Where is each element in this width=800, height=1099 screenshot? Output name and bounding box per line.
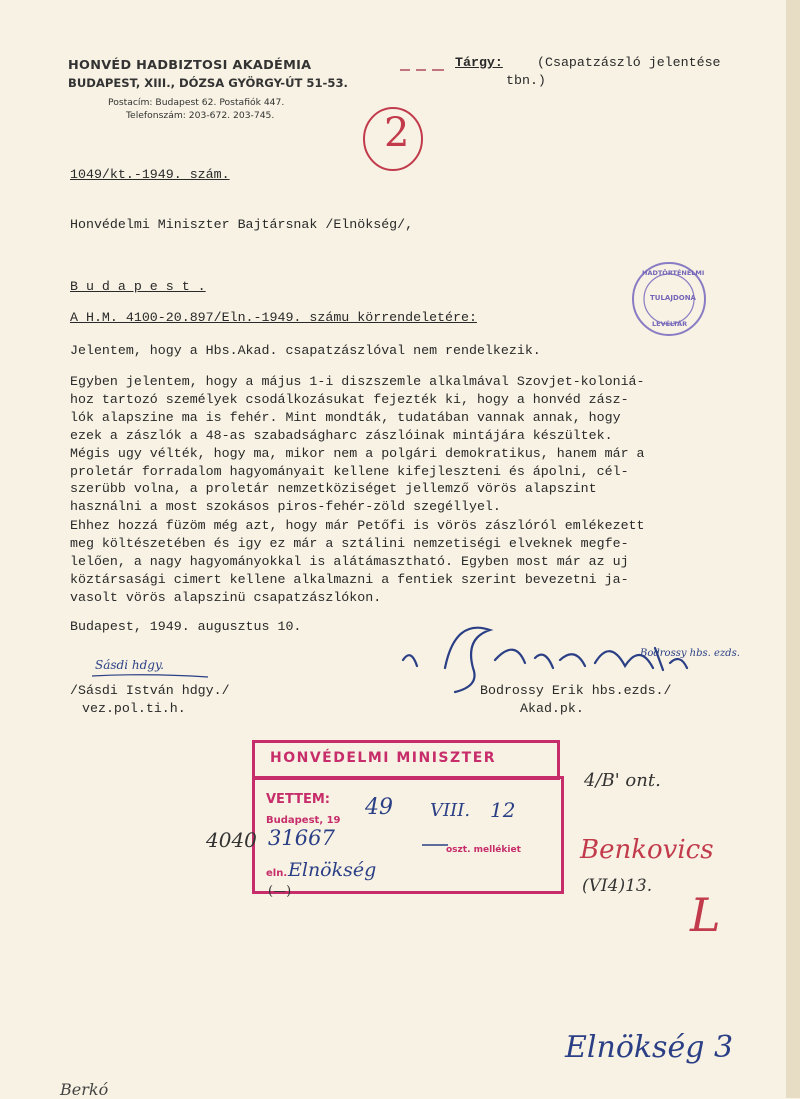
stamp-note: (—) [268, 884, 292, 899]
receipt-dept-label: oszt. mellékiet [446, 845, 521, 855]
body-paragraph-3 [70, 517, 710, 607]
receipt-received-label: VETTEM: [266, 792, 330, 807]
receipt-dash [420, 840, 450, 850]
reference-number: 1049/kt.-1949. szám. [70, 167, 230, 182]
paragraph-line: szerübb volna, a proletár nemzetköziséget jellemző vörös alapszint [70, 481, 597, 497]
archive-stamp-middle: TULAJDONA [650, 294, 696, 302]
right-note-3: (VI4)13. [582, 876, 653, 896]
receipt-stamp-header: HONVÉDELMI MINISZTER [270, 750, 497, 766]
receipt-number: 31667 [268, 826, 335, 850]
city-heading: B u d a p e s t . [70, 279, 206, 294]
addressee: Honvédelmi Miniszter Bajtársnak /Elnökség/, [70, 217, 414, 232]
right-note-1: 4/B' ont. [584, 770, 661, 791]
paragraph-line: lelően, a nagy hagyományokkal is alátámasztható. Egyben most már az uj [70, 553, 629, 569]
left-signatory-name: /Sásdi István hdgy./ [70, 683, 230, 698]
paragraph-line: proletár forradalom hagyományait kellene kifejleszteni és ápolni, cél- [70, 463, 629, 479]
red-l-mark: L [690, 888, 721, 942]
left-handwritten-signature: Sásdi hdgy. [95, 658, 164, 672]
paragraph-line: Ehhez hozzá füzöm még azt, hogy már Petőfi is vörös zászlóról emlékezett [70, 518, 645, 533]
paragraph-line: meg költészetében és igy ez már a sztálini nemzetiségi elveknek megfe- [70, 535, 629, 551]
paragraph-line: Egyben jelentem, hogy a május 1-i diszszemle alkalmával Szovjet-koloniá- [70, 374, 645, 389]
right-note-2: Benkovics [580, 835, 714, 865]
bottom-right-note: Elnökség 3 [565, 1030, 734, 1065]
archive-stamp-top: HADTÖRTÉNELMI [642, 269, 705, 277]
decree-reference: A H.M. 4100-20.897/Eln.-1949. számu körrendeletére: [70, 310, 477, 325]
left-signatory-title: vez.pol.ti.h. [82, 701, 186, 716]
body-paragraph-2 [70, 373, 710, 516]
paragraph-line: lók alapszine ma is fehér. Mint mondták, tudatában vannak annak, hogy [70, 409, 621, 425]
subject-label: Tárgy: [455, 55, 503, 70]
receipt-day: 12 [490, 798, 516, 822]
letterhead-phone: Telefonszám: 203-672. 203-745. [126, 110, 275, 121]
right-signatory-title: Akad.pk. [520, 701, 584, 716]
letterhead-org: HONVÉD HADBIZTOSI AKADÉMIA [68, 58, 312, 73]
paragraph-line: ezek a zászlók a 48-as szabadságharc zászlóinak mintájára készültek. [70, 427, 613, 443]
paragraph-line: használni a most szokásos piros-fehér-zöld szegéllyel. [70, 499, 501, 515]
subject-line-2: tbn.) [506, 73, 546, 88]
receipt-sub-value: Elnökség [288, 859, 377, 881]
letterhead-address: BUDAPEST, XIII., DÓZSA GYÖRGY-ÚT 51-53. [68, 76, 348, 90]
paragraph-line: Mégis ugy vélték, hogy ma, mikor nem a polgári demokratikus, hanem már a [70, 445, 645, 461]
fold-mark [398, 66, 448, 74]
receipt-year: 49 [365, 795, 393, 820]
receipt-city-label: Budapest, 19 [266, 815, 341, 826]
receipt-month: VIII. [430, 800, 471, 821]
paragraph-line: vasolt vörös alapszinü csapatzászlókon. [70, 589, 382, 605]
right-signatory-name: Bodrossy Erik hbs.ezds./ [480, 683, 672, 698]
right-handwritten-signature: Bodrossy hbs. ezds. [640, 648, 740, 659]
paragraph-line: hoz tartozó személyek csodálkozásukat fejezték ki, hogy a honvéd zász- [70, 391, 629, 407]
date-line: Budapest, 1949. augusztus 10. [70, 619, 302, 634]
letterhead-postal: Postacím: Budapest 62. Postafiók 447. [108, 97, 285, 108]
circled-number: 2 [384, 110, 410, 156]
subject-line-1: (Csapatzászló jelentése [537, 55, 721, 70]
body-paragraph-1: Jelentem, hogy a Hbs.Akad. csapatzászlóval nem rendelkezik. [70, 343, 541, 358]
left-margin-number: 4040 [206, 828, 257, 852]
archive-stamp-bottom: LEVÉLTÁR [652, 320, 688, 328]
left-signature-underline [90, 672, 210, 680]
bottom-left-note: Berkó [60, 1080, 109, 1099]
paragraph-line: köztársasági cimert kellene alkalmazni a fentiek szerint bevezetni ja- [70, 571, 629, 587]
page-edge [786, 0, 800, 1098]
receipt-sub-label: eln. [266, 868, 288, 879]
